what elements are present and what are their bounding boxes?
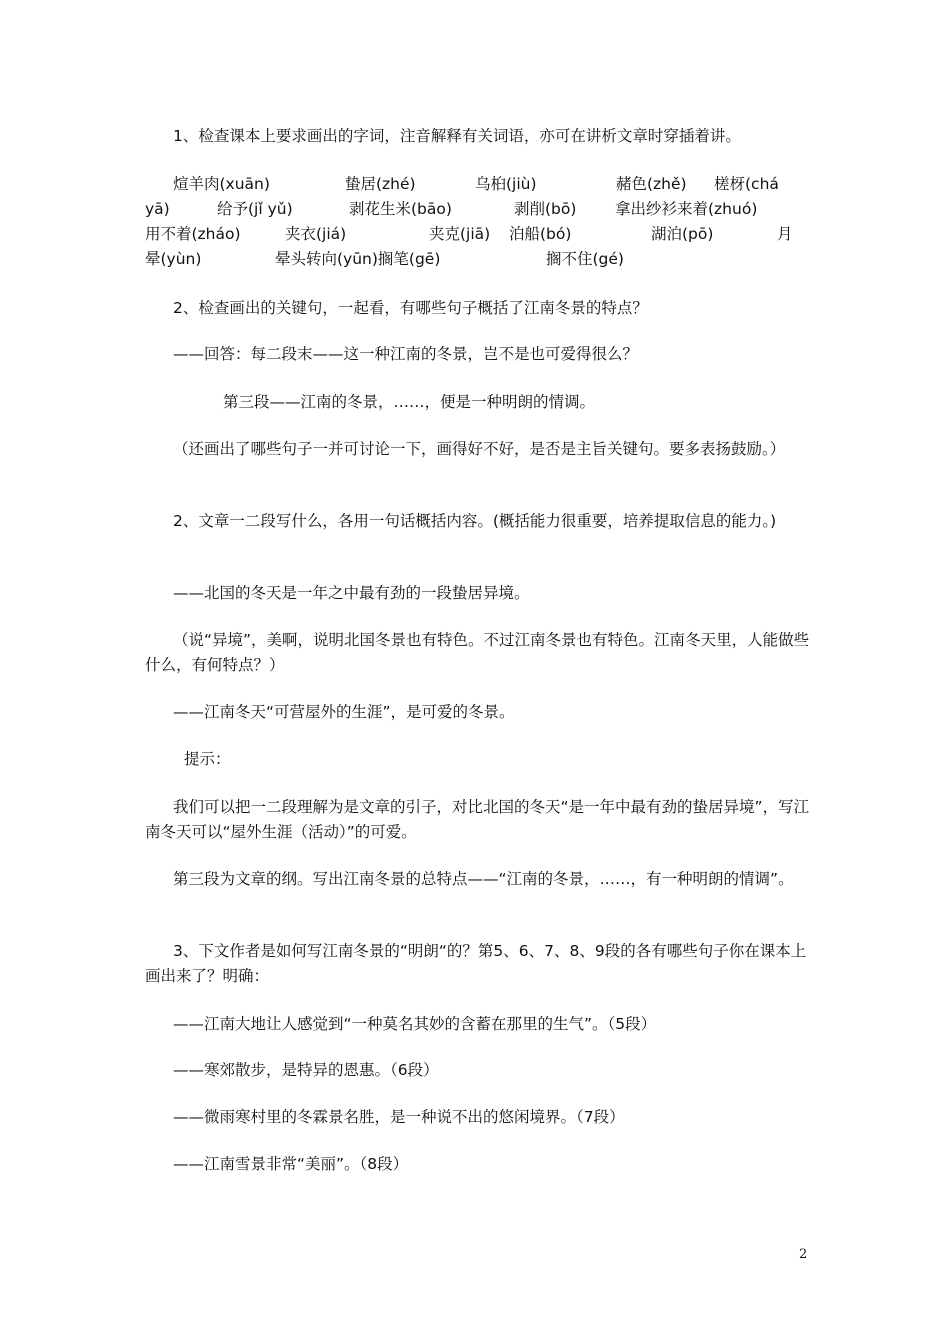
page-number: 2: [799, 1247, 808, 1262]
paragraph-task-1: 1、检查课本上要求画出的字词，注音解释有关词语，亦可在讲析文章时穿插着讲。: [173, 127, 741, 145]
vocab-item: 湖泊(pō): [651, 225, 714, 243]
vocab-item: 晕头转向(yūn)搁笔(gē): [275, 250, 441, 268]
answer-line: ——回答：每二段末——这一种江南的冬景，岂不是也可爱得很么？: [173, 345, 639, 363]
vocab-item: yā): [145, 200, 170, 218]
answer-line: ——江南大地让人感觉到“一种莫名其妙的含蓄在那里的生气”。（5段）: [173, 1015, 657, 1033]
paragraph-task-2b: 2、文章一二段写什么，各用一句话概括内容。(概括能力很重要，培养提取信息的能力。): [173, 512, 777, 530]
vocab-item: 泊船(bó): [509, 225, 572, 243]
vocab-item: 槎枒(chá: [714, 175, 779, 193]
note-paragraph: （还画出了哪些句子一并可讨论一下，画得好不好，是否是主旨关键句。要多表扬鼓励。）: [173, 440, 786, 458]
vocab-item: 赭色(zhě): [616, 175, 687, 193]
vocabulary-list: [145, 172, 810, 272]
answer-line: ——江南冬天“可营屋外的生涯”，是可爱的冬景。: [173, 703, 515, 721]
vocab-item: 月: [777, 225, 793, 243]
vocab-item: 搁不住(gé): [546, 250, 624, 268]
vocab-item: 剥削(bō): [514, 200, 577, 218]
vocab-line-2: [145, 197, 810, 222]
vocab-line-1: [145, 172, 810, 197]
vocab-line-3: [145, 222, 810, 247]
vocab-item: 蛰居(zhé): [345, 175, 416, 193]
vocab-item: 晕(yùn): [145, 250, 202, 268]
vocab-item: 夹衣(jiá): [285, 225, 347, 243]
vocab-item: 夹克(jiā): [429, 225, 491, 243]
hint-paragraph: 第三段为文章的纲。写出江南冬景的总特点——“江南的冬景，……，有一种明朗的情调”。: [173, 870, 794, 888]
vocab-item: 剥花生米(bāo): [349, 200, 452, 218]
hint-label: 提示：: [184, 750, 231, 768]
vocab-item: 给予(jǐ yǔ): [217, 200, 293, 218]
answer-line: 第三段——江南的冬景，……，便是一种明朗的情调。: [223, 393, 596, 411]
note-paragraph: （说“异境”，美啊，说明北国冬景也有特色。不过江南冬景也有特色。江南冬天里，人能做些什么，有何特点？）: [145, 631, 810, 674]
vocab-item: 用不着(zháo): [145, 225, 241, 243]
answer-line: ——微雨寒村里的冬霖景名胜，是一种说不出的悠闲境界。（7段）: [173, 1108, 625, 1126]
paragraph-task-2: 2、检查画出的关键句，一起看，有哪些句子概括了江南冬景的特点？: [173, 299, 648, 317]
paragraph-task-3: 3、下文作者是如何写江南冬景的“明朗“的？第5、6、7、8、9段的各有哪些句子你在课本上画出来了？明确：: [145, 942, 807, 985]
answer-line: ——北国的冬天是一年之中最有劲的一段蛰居异境。: [173, 584, 530, 602]
vocab-item: 拿出纱衫来着(zhuó): [615, 200, 758, 218]
vocab-line-4: [145, 247, 810, 272]
answer-line: ——寒郊散步，是特异的恩惠。（6段）: [173, 1061, 439, 1079]
answer-line: ——江南雪景非常“美丽”。（8段）: [173, 1155, 409, 1173]
vocab-item: 乌桕(jiù): [475, 175, 537, 193]
hint-paragraph: 我们可以把一二段理解为是文章的引子，对比北国的冬天“是一年中最有劲的蛰居异境”，写江南冬天可以“屋外生涯（活动）”的可爱。: [145, 798, 810, 841]
vocab-item: 煊羊肉(xuān): [173, 175, 270, 193]
